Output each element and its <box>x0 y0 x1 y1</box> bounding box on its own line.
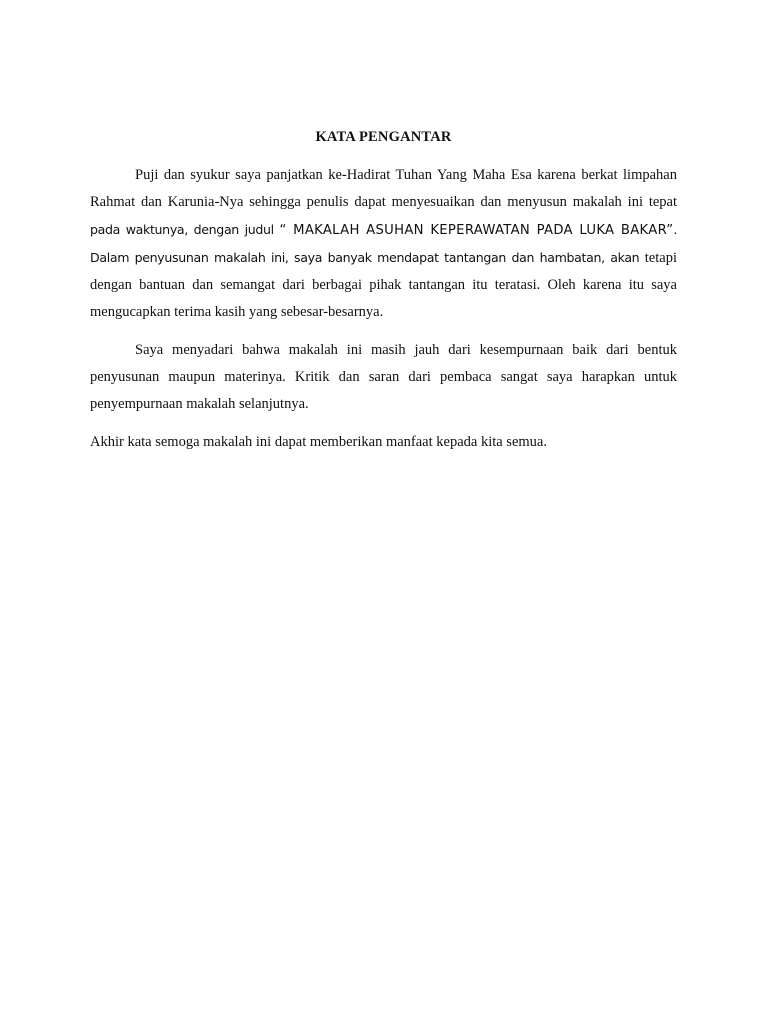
paragraph-acknowledgement: Saya menyadari bahwa makalah ini masih jauh dari kesempurnaan baik dari bentuk penyusunan maupun materinya. Kritik dan saran dari pembaca sangat saya harapkan untuk penyempurnaan makalah selanjutnya. <box>90 342 677 412</box>
document-body <box>90 127 677 467</box>
paragraph-opening-text-3: . Dalam penyusunan makalah ini, saya banyak mendapat tantangan dan hambatan, akan <box>90 222 677 265</box>
page-title: KATA PENGANTAR <box>315 129 452 145</box>
report-title-quote: “ MAKALAH ASUHAN KEPERAWATAN PADA LUKA BAKAR” <box>279 223 674 238</box>
paragraph-opening-text-4: tetapi dengan bantuan dan semangat dari berbagai pihak tantangan itu teratasi. Oleh karena itu saya mengucapkan terima kasih yang sebesar-besarnya. <box>90 250 677 320</box>
paragraph-opening-text-1: Puji dan syukur saya panjatkan ke-Hadirat Tuhan Yang Maha Esa karena berkat limpahan Rahmat dan Karunia-Nya sehingga penulis dapat menyesuaikan dan menyusun makalah ini tepat <box>90 167 677 210</box>
paragraph-opening-text-2: pada waktunya, dengan judul <box>90 222 274 237</box>
paragraph-closing: Akhir kata semoga makalah ini dapat memberikan manfaat kepada kita semua. <box>90 434 547 450</box>
paragraph-opening <box>90 162 677 326</box>
